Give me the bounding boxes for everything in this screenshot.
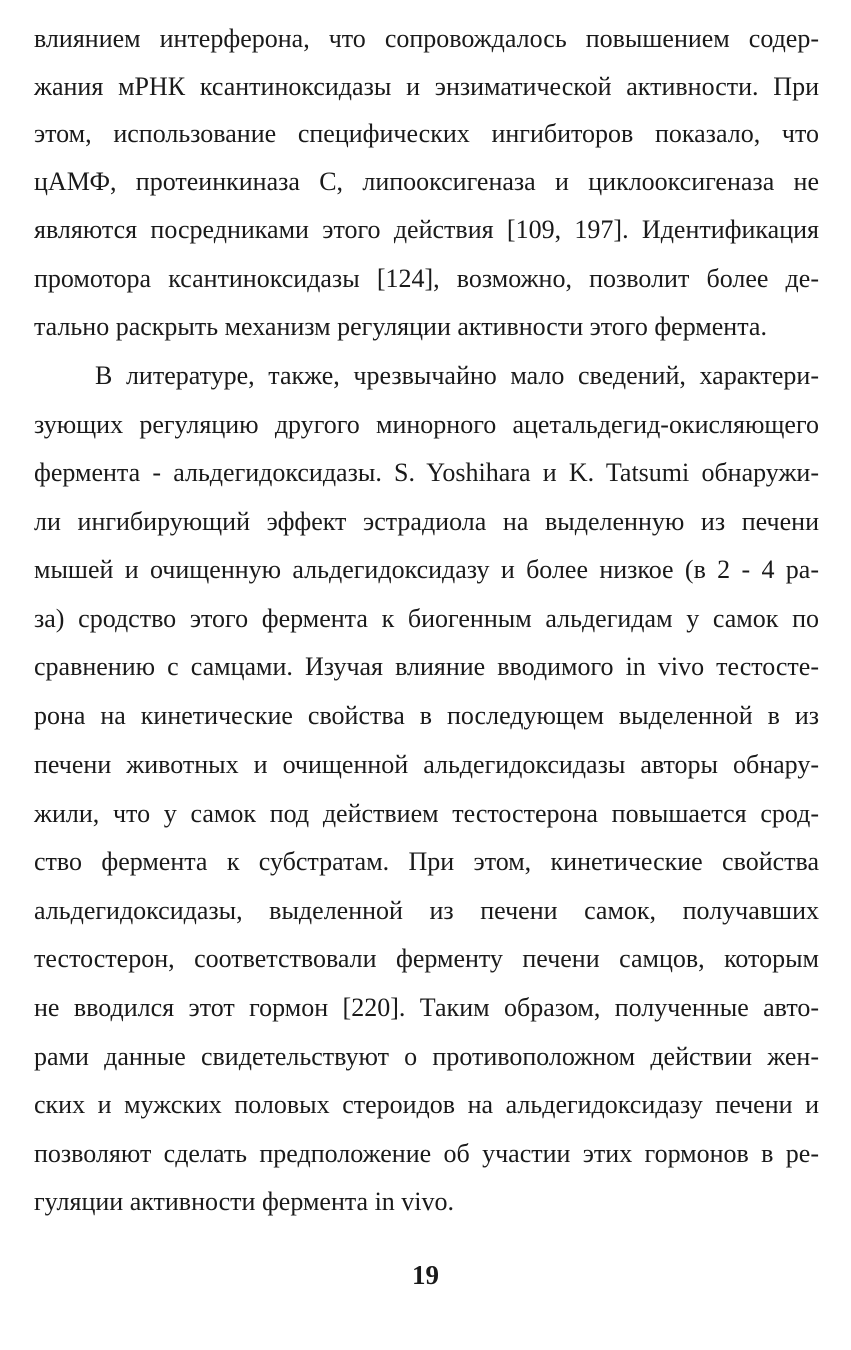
text-line: сравнению с самцами. Изучая влияние вводимого in vivo тестосте- xyxy=(34,652,819,681)
text-line: рона на кинетические свойства в последующем выделенной в из xyxy=(34,701,819,730)
text-line: ли ингибирующий эффект эстрадиола на выделенную из печени xyxy=(34,507,819,536)
text-line: влиянием интерферона, что сопровождалось повышением содер- xyxy=(34,24,819,53)
text-line: за) сродство этого фермента к биогенным альдегидам у самок по xyxy=(34,604,819,633)
text-line: позволяют сделать предположение об участии этих гормонов в ре- xyxy=(34,1139,819,1168)
text-line: зующих регуляцию другого минорного ацетальдегид-окисляющего xyxy=(34,410,819,439)
text-line: являются посредниками этого действия [109, 197]. Идентификация xyxy=(34,215,819,244)
text-line: тально раскрыть механизм регуляции активности этого фермента. xyxy=(34,312,767,341)
text-line: гуляции активности фермента in vivo. xyxy=(34,1187,455,1216)
text-line: ство фермента к субстратам. При этом, кинетические свойства xyxy=(34,847,819,876)
text-line: жания мРНК ксантиноксидазы и энзиматической активности. При xyxy=(34,72,819,101)
text-line: ских и мужских половых стероидов на альдегидоксидазу печени и xyxy=(34,1090,819,1119)
text-line: цАМФ, протеинкиназа С, липооксигеназа и циклооксигеназа не xyxy=(34,167,819,196)
text-line: не вводился этот гормон [220]. Таким образом, полученные авто- xyxy=(34,993,819,1022)
text-line: жили, что у самок под действием тестостерона повышается срод- xyxy=(34,799,819,828)
text-line: промотора ксантиноксидазы [124], возможно, позволит более де- xyxy=(34,264,819,293)
text-line: рами данные свидетельствуют о противоположном действии жен- xyxy=(34,1042,819,1071)
page-number: 19 xyxy=(412,1260,439,1290)
text-line: фермента - альдегидоксидазы. S. Yoshihara и K. Tatsumi обнаружи- xyxy=(34,458,819,487)
text-line: мышей и очищенную альдегидоксидазу и более низкое (в 2 - 4 ра- xyxy=(34,555,819,584)
text-line: В литературе, также, чрезвычайно мало сведений, характери- xyxy=(95,361,819,390)
text-line: тестостерон, соответствовали ферменту печени самцов, которым xyxy=(34,944,819,973)
text-line: печени животных и очищенной альдегидоксидазы авторы обнару- xyxy=(34,750,819,779)
text-line: этом, использование специфических ингибиторов показало, что xyxy=(34,119,819,148)
text-line: альдегидоксидазы, выделенной из печени самок, получавших xyxy=(34,896,819,925)
